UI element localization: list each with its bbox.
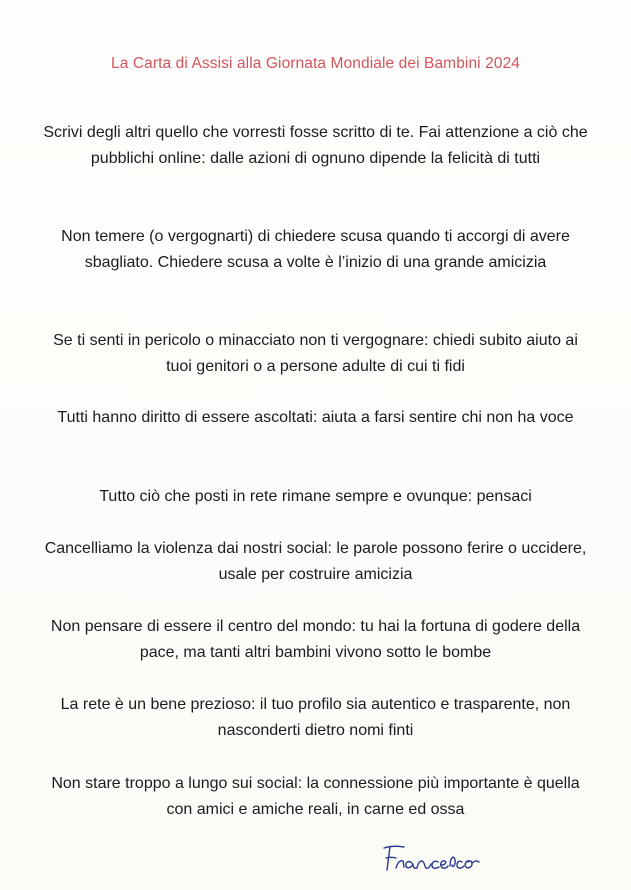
paragraph-8: La rete è un bene prezioso: il tuo profilo sia autentico e trasparente, non nasconderti dietro nomi finti bbox=[60, 696, 571, 739]
paragraph-3: Se ti senti in pericolo o minacciato non ti vergognare: chiedi subito aiuto ai tuoi genitori o a persone adulte di cui ti fidi bbox=[53, 332, 578, 375]
paragraph-4: Tutti hanno diritto di essere ascoltati: aiuta a farsi sentire chi non ha voce bbox=[57, 409, 574, 426]
paragraph-5: Tutto ciò che posti in rete rimane sempre e ovunque: pensaci bbox=[99, 488, 532, 505]
paragraph-2: Non temere (o vergognarti) di chiedere scusa quando ti accorgi di avere sbagliato. Chiedere scusa a volte è l’inizio di una grande amicizia bbox=[61, 228, 570, 271]
paragraph-6: Cancelliamo la violenza dai nostri social: le parole possono ferire o uccidere, usale per costruire amicizia bbox=[44, 540, 587, 583]
page-title: La Carta di Assisi alla Giornata Mondiale dei Bambini 2024 bbox=[110, 55, 521, 72]
paragraph-1: Scrivi degli altri quello che vorresti fosse scritto di te. Fai attenzione a ciò che pubblichi online: dalle azioni di ognuno dipende la felicità di tutti bbox=[43, 124, 588, 167]
signature bbox=[376, 838, 496, 878]
paragraph-9: Non stare troppo a lungo sui social: la connessione più importante è quella con amici e amiche reali, in carne ed ossa bbox=[51, 775, 580, 818]
paragraph-7: Non pensare di essere il centro del mondo: tu hai la fortuna di godere della pace, ma tanti altri bambini vivono sotto le bombe bbox=[50, 618, 581, 661]
